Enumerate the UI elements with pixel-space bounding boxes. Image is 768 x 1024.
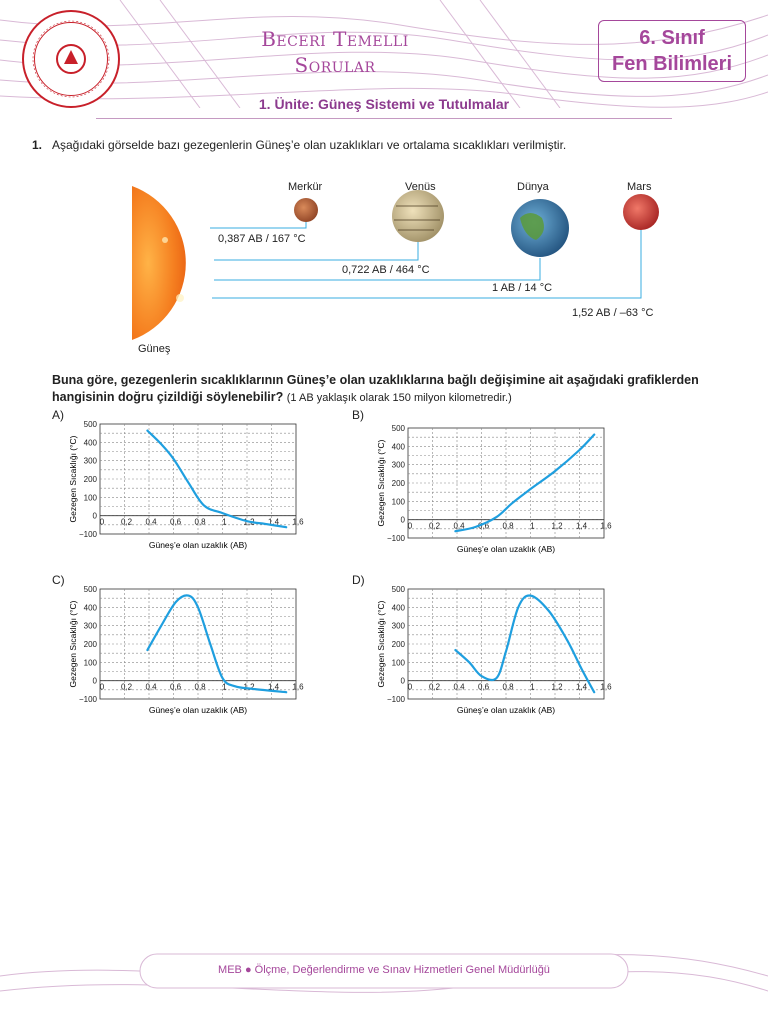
planet-name-venus: Venüs: [405, 181, 436, 193]
x-tick-label: 0,4: [145, 517, 157, 527]
x-tick-label: 1,2: [243, 517, 255, 527]
footer-decoration: [0, 946, 768, 1006]
footer-text: MEB ● Ölçme, Değerlendirme ve Sınav Hizmetleri Genel Müdürlüğü: [218, 964, 550, 976]
y-tick-label: 0: [400, 515, 405, 525]
y-tick-label: 0: [92, 511, 97, 521]
x-tick-label: 1: [222, 517, 227, 527]
x-tick-label: 0,6: [169, 517, 182, 527]
x-tick-label: 0,8: [194, 517, 206, 527]
y-tick-label: 400: [391, 603, 405, 613]
option-a-label[interactable]: A): [52, 408, 64, 422]
x-axis-title: Güneş’e olan uzaklık (AB): [456, 705, 556, 715]
unit-divider: [96, 118, 672, 119]
x-tick-label: 0,4: [145, 682, 157, 692]
mars-image: [623, 194, 659, 230]
planet-name-mercury: Merkür: [288, 181, 323, 193]
x-tick-label: 1,2: [551, 521, 563, 531]
x-tick-label: 1,4: [575, 682, 588, 692]
x-tick-label: 1: [222, 682, 227, 692]
y-tick-label: 100: [83, 658, 97, 668]
x-tick-label: 0,8: [502, 521, 514, 531]
y-tick-label: 200: [391, 640, 405, 649]
x-tick-label: 1,2: [243, 682, 255, 692]
x-tick-label: 0: [407, 521, 413, 531]
y-tick-label: 100: [83, 493, 97, 503]
planet-name-earth: Dünya: [517, 181, 549, 193]
option-c-graph: [62, 583, 312, 723]
y-tick-label: 400: [391, 442, 405, 452]
subject-label: Fen Bilimleri: [611, 53, 733, 75]
planet-info-venus: 0,722 AB / 464 °C: [342, 264, 430, 276]
y-tick-label: 500: [391, 585, 405, 594]
y-tick-label: −100: [78, 530, 97, 539]
grade-subject-box: [598, 20, 746, 82]
x-tick-label: 1,4: [267, 682, 280, 692]
y-tick-label: 200: [83, 475, 97, 484]
x-axis-title: Güneş’e olan uzaklık (AB): [456, 544, 556, 554]
planet-info-mars: 1,52 AB / –63 °C: [572, 307, 654, 319]
x-tick-label: 0: [99, 517, 105, 527]
y-axis-title: Gezegen Sıcaklığı (°C): [376, 600, 386, 688]
y-tick-label: 500: [391, 424, 405, 433]
unit-title: 1. Ünite: Güneş Sistemi ve Tutulmalar: [258, 96, 510, 112]
question-stem: Aşağıdaki görselde bazı gezegenlerin Güneş’e olan uzaklıkları ve ortalama sıcaklıkları verilmiştir.: [52, 138, 567, 152]
option-d-graph: [370, 583, 620, 723]
sun-image: [132, 186, 186, 340]
x-tick-label: 0,2: [428, 682, 441, 692]
x-axis-title: Güneş’e olan uzaklık (AB): [148, 540, 248, 550]
x-tick-label: 1,6: [292, 682, 304, 692]
question-note: (1 AB yaklaşık olarak 150 milyon kilometredir.): [286, 392, 512, 404]
y-tick-label: −100: [386, 534, 405, 543]
x-tick-label: 0,2: [428, 521, 441, 531]
x-tick-label: 0,8: [194, 682, 206, 692]
question-number: 1.: [32, 138, 43, 152]
ministry-seal: [22, 10, 120, 108]
y-axis-title: Gezegen Sıcaklığı (°C): [68, 600, 78, 688]
y-tick-label: 200: [391, 479, 405, 488]
x-tick-label: 1,2: [551, 682, 563, 692]
x-tick-label: 0,4: [453, 521, 465, 531]
y-tick-label: 300: [83, 621, 97, 631]
y-tick-label: 100: [391, 497, 405, 507]
x-tick-label: 0,2: [120, 682, 133, 692]
grade-label: 6. Sınıf: [639, 27, 705, 49]
option-b-graph: [370, 422, 620, 562]
x-tick-label: 1: [530, 521, 535, 531]
series-title: Beceri Temelli Sorular: [261, 27, 409, 77]
x-tick-label: 0: [99, 682, 105, 692]
sun-label: Güneş: [138, 343, 171, 355]
y-tick-label: 300: [83, 456, 97, 466]
x-tick-label: 0,6: [169, 682, 182, 692]
x-tick-label: 0,6: [477, 521, 490, 531]
y-tick-label: 400: [83, 438, 97, 448]
x-tick-label: 0,6: [477, 682, 490, 692]
option-c-label[interactable]: C): [52, 573, 65, 587]
y-tick-label: 300: [391, 621, 405, 631]
y-tick-label: −100: [386, 695, 405, 704]
y-tick-label: 0: [400, 676, 405, 686]
x-tick-label: 1,6: [292, 517, 304, 527]
x-tick-label: 0,8: [502, 682, 514, 692]
y-tick-label: 0: [92, 676, 97, 686]
x-tick-label: 1,6: [600, 521, 612, 531]
option-d-label[interactable]: D): [352, 573, 365, 587]
question-prompt: Buna göre, gezegenlerin sıcaklıklarının Güneş’e olan uzaklıklarına bağlı değişimine ait aşağıdaki grafiklerden hangisinin doğru çizildiği söylenebilir? (1 AB yaklaşık olarak 150 milyon kilometredir.): [52, 373, 699, 404]
y-tick-label: 500: [83, 420, 97, 429]
x-tick-label: 0,4: [453, 682, 465, 692]
y-axis-title: Gezegen Sıcaklığı (°C): [376, 439, 386, 527]
y-tick-label: 200: [83, 640, 97, 649]
planet-info-earth: 1 AB / 14 °C: [492, 282, 553, 294]
x-tick-label: 1,4: [267, 517, 280, 527]
venus-image: [392, 190, 444, 242]
x-tick-label: 1,6: [600, 682, 612, 692]
y-tick-label: 400: [83, 603, 97, 613]
y-tick-label: 500: [83, 585, 97, 594]
x-tick-label: 0: [407, 682, 413, 692]
y-axis-title: Gezegen Sıcaklığı (°C): [68, 435, 78, 523]
y-tick-label: −100: [78, 695, 97, 704]
y-tick-label: 100: [391, 658, 405, 668]
y-tick-label: 300: [391, 460, 405, 470]
x-axis-title: Güneş’e olan uzaklık (AB): [148, 705, 248, 715]
mercury-line: [210, 222, 306, 228]
planet-info-mercury: 0,387 AB / 167 °C: [218, 233, 306, 245]
planet-name-mars: Mars: [627, 181, 652, 193]
option-a-graph: [62, 418, 312, 558]
x-tick-label: 1: [530, 682, 535, 692]
mercury-image: [294, 198, 318, 222]
x-tick-label: 0,2: [120, 517, 133, 527]
x-tick-label: 1,4: [575, 521, 588, 531]
option-b-label[interactable]: B): [352, 408, 364, 422]
